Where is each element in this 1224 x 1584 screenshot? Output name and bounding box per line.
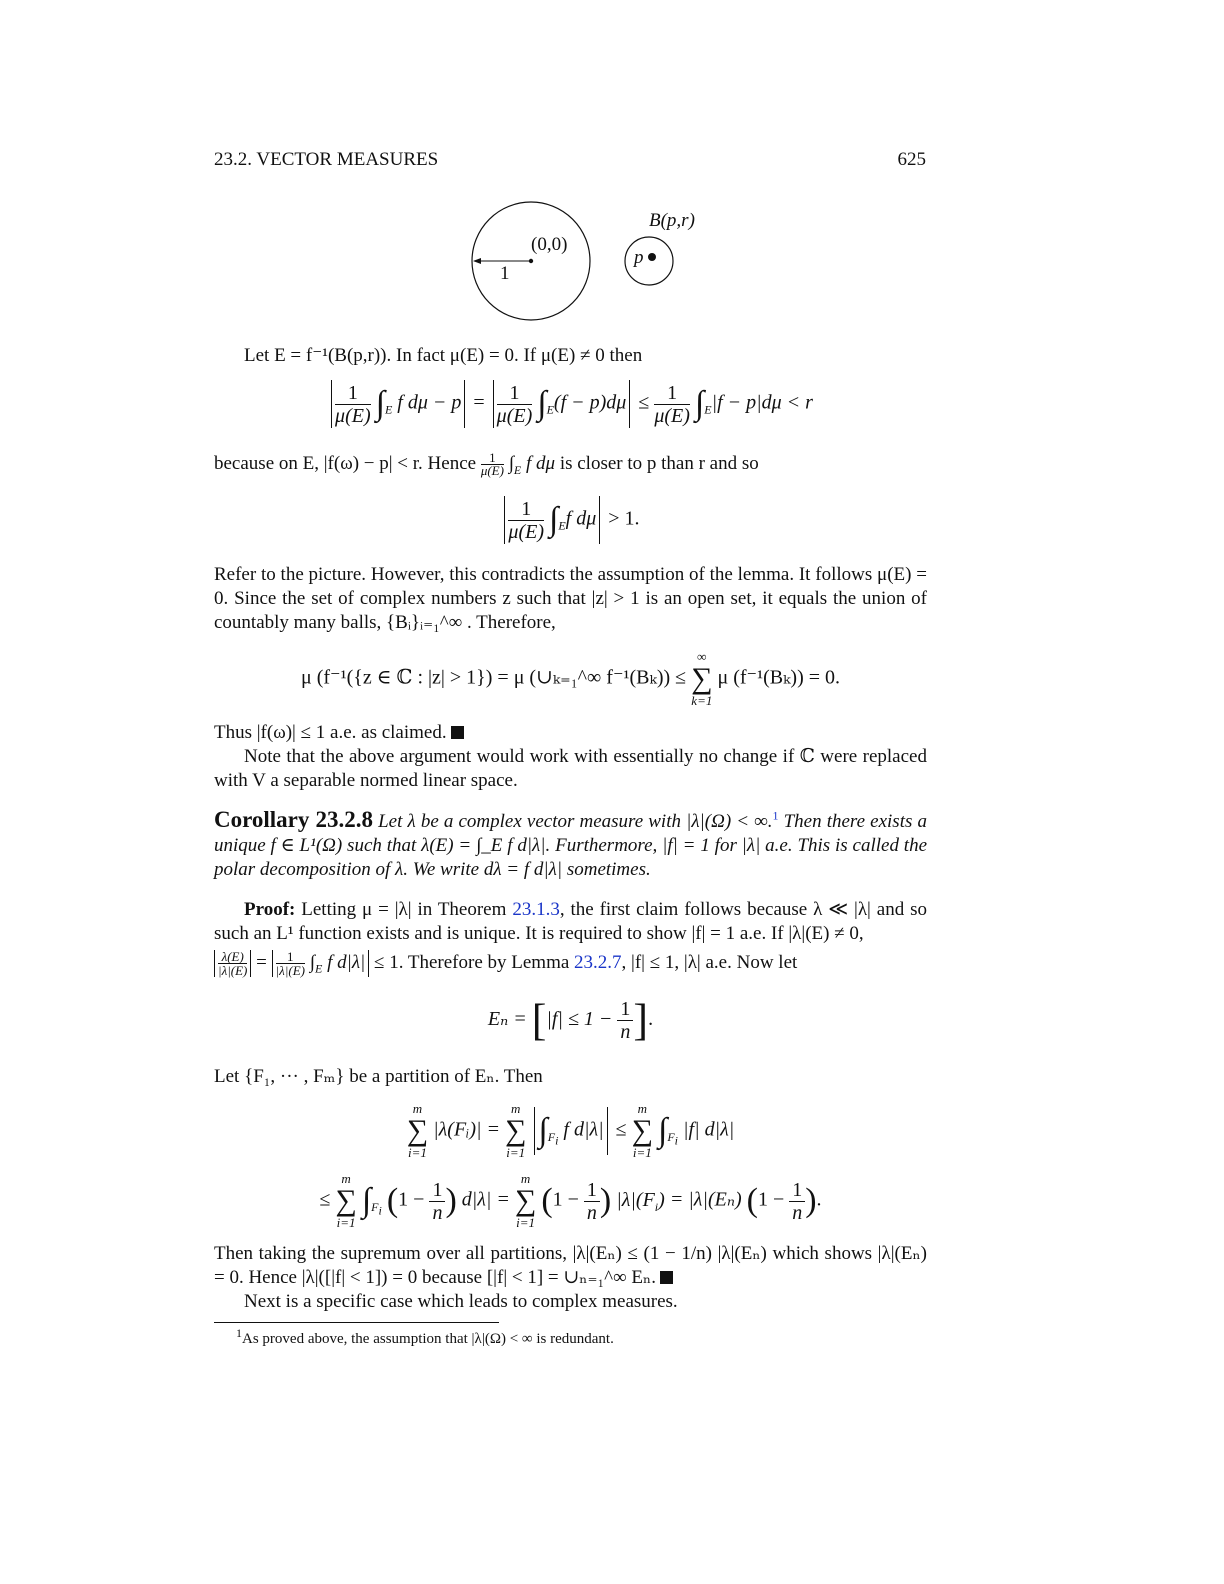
footnote-mark: 1 bbox=[236, 1326, 242, 1340]
equation-6-a: ≤ bbox=[319, 1188, 331, 1211]
page-number: 625 bbox=[897, 149, 926, 170]
radius-arrowhead bbox=[473, 258, 481, 264]
proof-text-d: , |f| ≤ 1, |λ| a.e. Now let bbox=[621, 951, 798, 973]
equation-1: $\frac{1}{\mu(E)}$ $\int_E$ f dμ − p = $\frac{1}{\mu(E)}$ $\int_E(f - p)d\mu$ ≤ $\frac{1}{\mu(E)}$ $\int_E|f - p|d\mu < r$ bbox=[214, 380, 927, 436]
equation-1-tail: < r bbox=[786, 391, 813, 414]
equation-5: m ∑ i=1 |λ(Fᵢ)| = m ∑ i=1 $\int_{F_i}$ f d|λ| ≤ m ∑ i=1 $\int_{F_i}$ |f| d|λ| bbox=[406, 1101, 735, 1160]
paragraph-note: Note that the above argument would work with essentially no change if ℂ were replaced with V a separable normed linear space. bbox=[214, 746, 927, 791]
equation-5-a: |λ(Fᵢ)| = bbox=[433, 1118, 500, 1141]
corollary-body-a: Let λ be a complex vector measure with |λ|(Ω) < ∞. bbox=[378, 811, 773, 832]
paragraph-because: because on E, |f(ω) − p| < r. Hence $\frac{1}{\mu(E)}$ $\int_E$ f dμ is closer to p than r and so bbox=[214, 450, 759, 479]
point-p-dot bbox=[648, 253, 656, 261]
equation-4-left: Eₙ = bbox=[487, 1008, 527, 1031]
proof-paragraph bbox=[214, 898, 927, 946]
theorem-link[interactable]: 23.1.3 bbox=[512, 899, 560, 920]
ball-circle bbox=[625, 237, 673, 285]
origin-dot bbox=[529, 259, 533, 263]
equation-6-b: = |λ|(Eₙ) bbox=[669, 1188, 742, 1211]
footnote bbox=[236, 1327, 614, 1351]
running-header: 23.2. VECTOR MEASURES bbox=[214, 149, 439, 170]
corollary-body-b: Then there exists a unique f ∈ L¹(Ω) such that λ(E) = ∫_E f d|λ|. Furthermore, |f| = 1 for |λ| a.e. This is called the polar decomposition of λ. We write dλ = f d|λ| sometimes. bbox=[214, 811, 927, 880]
equation-3: μ (f⁻¹({z ∈ ℂ : |z| > 1}) = μ (∪ₖ₌₁^∞ f⁻¹(Bₖ)) ≤ ∞ ∑ k=1 μ (f⁻¹(Bₖ)) = 0. bbox=[300, 649, 841, 708]
paragraph-partition: Let {F₁, ··· , Fₘ} be a partition of Eₙ. Then bbox=[214, 1066, 543, 1087]
equation-2: $\frac{1}{\mu(E)}$ $\int_Ef$ dμ > 1. bbox=[214, 496, 927, 552]
equation-5-b: ≤ bbox=[615, 1118, 627, 1141]
footnote-text: As proved above, the assumption that |λ|(Ω) < ∞ is redundant. bbox=[242, 1331, 614, 1347]
paragraph-supremum-text: Then taking the supremum over all partitions, |λ|(Eₙ) ≤ (1 − 1/n) |λ|(Eₙ) which shows |λ|(Eₙ) = 0. Hence |λ|([|f| < 1]) = 0 because [|f| < 1] = ∪ₙ₌₁^∞ Eₙ. bbox=[214, 1243, 927, 1288]
paragraph-next: Next is a specific case which leads to complex measures. bbox=[244, 1291, 678, 1312]
proof-text-b: , the first claim follows because λ ≪ |λ| and so such an L¹ function exists and is unique. It is required to show |f| = 1 a.e. If |λ|(E) ≠ 0, bbox=[214, 899, 927, 944]
footnote-ref[interactable]: 1 bbox=[772, 808, 779, 823]
radius-label: 1 bbox=[500, 263, 510, 284]
footnote-rule bbox=[214, 1322, 499, 1323]
proof-text-a: Letting μ = |λ| in Theorem bbox=[301, 899, 507, 920]
paragraph-thus-text: Thus |f(ω)| ≤ 1 a.e. as claimed. bbox=[214, 722, 447, 743]
qed-square-2 bbox=[660, 1271, 673, 1284]
proof-line-3: $\frac{\lambda(E)}{|\lambda|(E)}$ = $\frac{1}{|\lambda|(E)}$ $\int_E$ f d|λ| ≤ 1. Therefore by Lemma 23.2.7, |f| ≤ 1, |λ| a.e. Now let bbox=[214, 950, 927, 977]
proof-text-c: ≤ 1. Therefore by Lemma bbox=[374, 951, 570, 973]
paragraph-let-e: Let E = f⁻¹(B(p,r)). In fact μ(E) = 0. If μ(E) ≠ 0 then bbox=[244, 345, 643, 366]
equation-6: ≤ m ∑ i=1 $\int_{F_i}$ (1 − $\frac{1}{n}$ ) d|λ| = m ∑ i=1 (1 − $\frac{1}{n}$ ) $|\lambda|(F_i) = |\lambda|(E_n) (1$ − $\frac{1}{n}$ ). bbox=[319, 1171, 822, 1230]
proof-label: Proof: bbox=[244, 899, 296, 920]
paragraph-supremum bbox=[214, 1242, 927, 1290]
lemma-link[interactable]: 23.2.7 bbox=[574, 951, 622, 973]
paragraph-refer-picture: Refer to the picture. However, this contradicts the assumption of the lemma. It follows μ(E) = 0. Since the set of complex numbers z such that |z| > 1 is an open set, it equals the union of countably many balls, {Bᵢ}ᵢ₌₁^∞ . Therefore, bbox=[214, 564, 927, 633]
ball-label: B(p,r) bbox=[649, 210, 695, 231]
corollary-title: Corollary 23.2.8 bbox=[214, 807, 373, 832]
equation-4-inner: |f| ≤ 1 − bbox=[546, 1008, 613, 1031]
qed-square bbox=[451, 726, 464, 739]
equation-4: Eₙ = [|f| ≤ 1 − $\frac{1}{n}$ ]. bbox=[487, 995, 654, 1045]
point-label: p bbox=[634, 247, 644, 268]
equation-3-main: μ (f⁻¹({z ∈ ℂ : |z| > 1}) = μ (∪ₖ₌₁^∞ f⁻¹(Bₖ)) ≤ bbox=[300, 666, 687, 689]
paragraph-because-b: is closer to p than r and so bbox=[559, 453, 759, 474]
origin-label: (0,0) bbox=[531, 234, 568, 255]
paragraph-thus bbox=[214, 721, 927, 745]
corollary-23-2-8 bbox=[214, 808, 927, 882]
equation-2-tail: > 1. bbox=[608, 507, 640, 530]
paragraph-because-a: because on E, |f(ω) − p| < r. Hence bbox=[214, 453, 477, 474]
equation-3-tail: μ (f⁻¹(Bₖ)) = 0. bbox=[717, 666, 841, 689]
